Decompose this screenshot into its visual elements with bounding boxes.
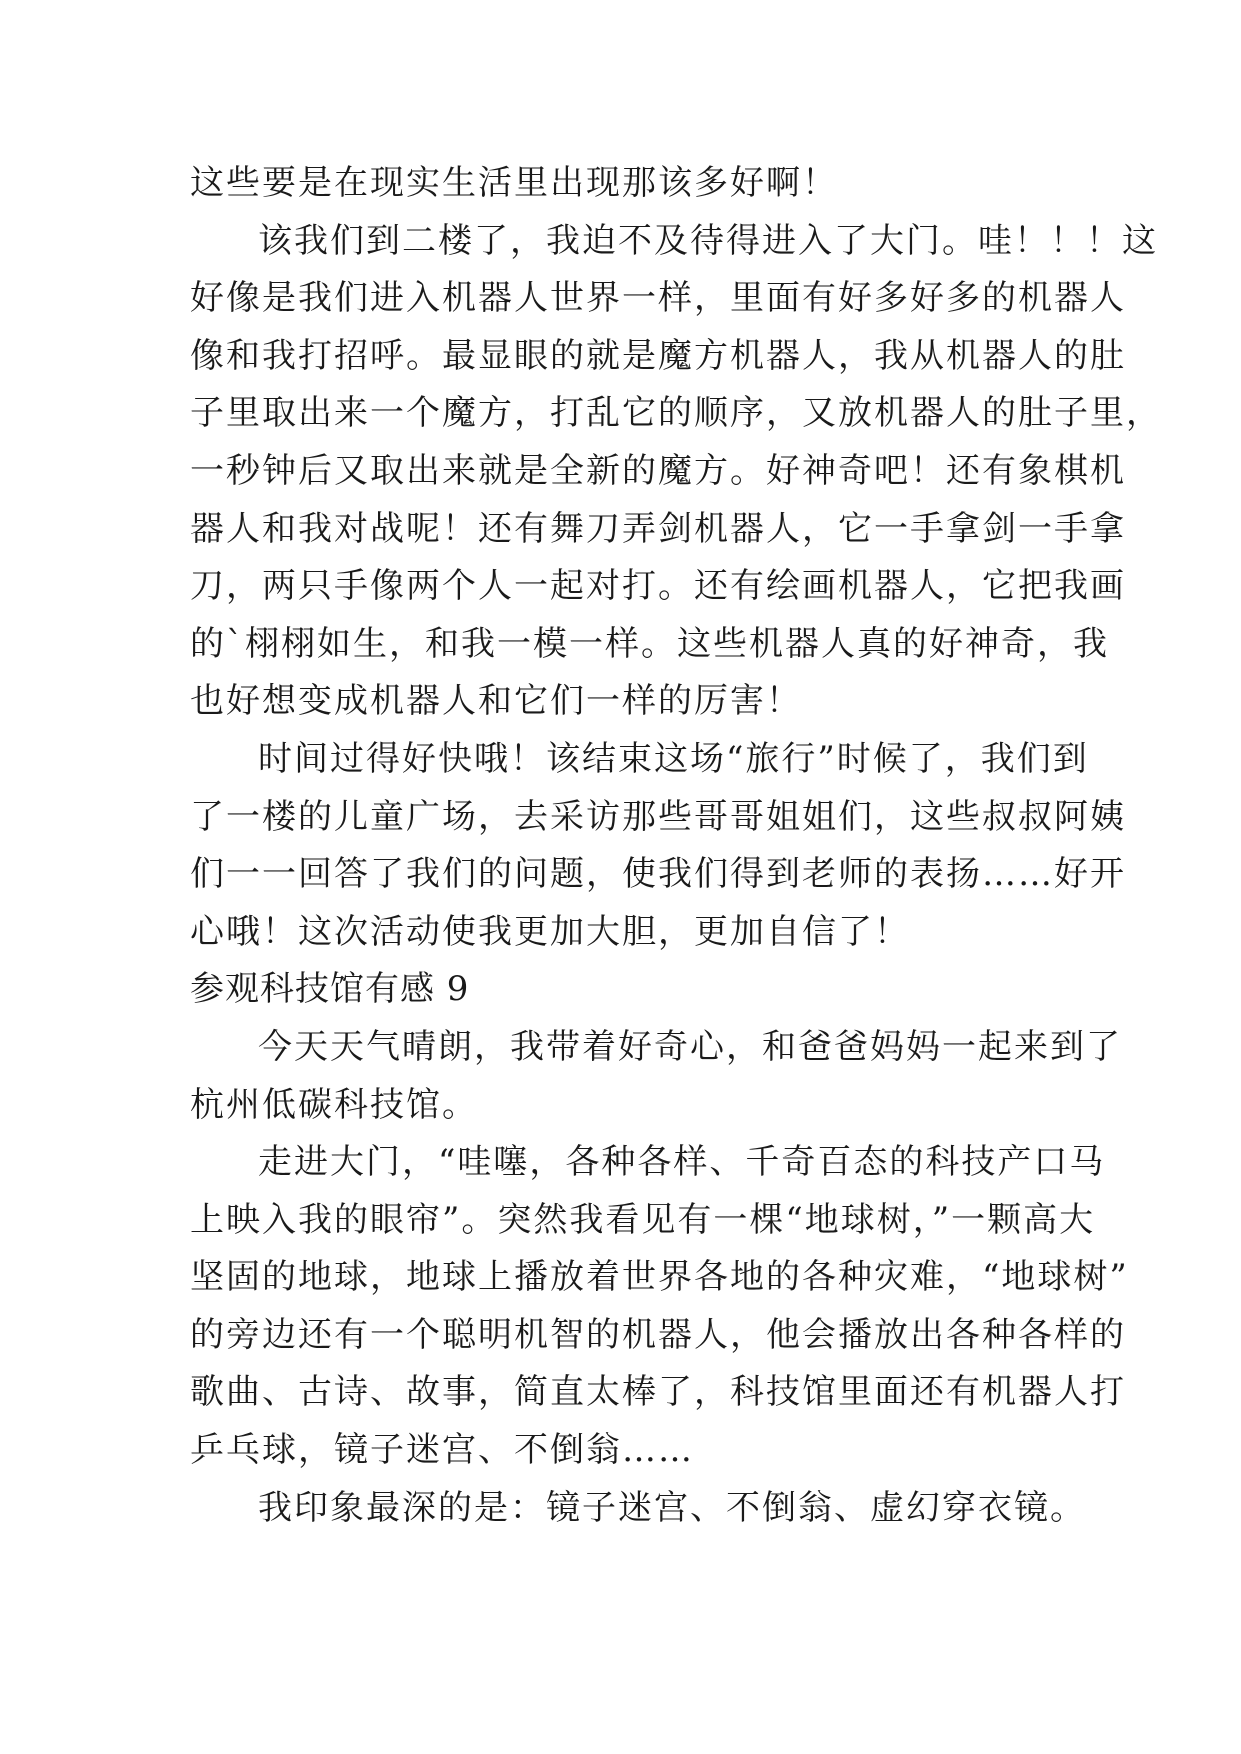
text-line: 心哦！这次活动使我更加大胆，更加自信了！ bbox=[190, 911, 910, 952]
text-line: 了一楼的儿童广场，去采访那些哥哥姐姐们，这些叔叔阿姨 bbox=[190, 796, 1126, 837]
text-line: 子里取出来一个魔方，打乱它的顺序，又放机器人的肚子里， bbox=[190, 393, 1162, 434]
paragraph-start-line: 走进大门，“哇噻，各种各样、千奇百态的科技产口马 bbox=[258, 1142, 1106, 1183]
text-line: 的`栩栩如生，和我一模一样。这些机器人真的好神奇，我 bbox=[190, 623, 1109, 664]
text-line: 像和我打招呼。最显眼的就是魔方机器人，我从机器人的肚 bbox=[190, 335, 1126, 376]
text-line: 们一一回答了我们的问题，使我们得到老师的表扬……好开 bbox=[190, 854, 1126, 895]
text-line: 一秒钟后又取出来就是全新的魔方。好神奇吧！还有象棋机 bbox=[190, 450, 1126, 491]
text-line: 也好想变成机器人和它们一样的厉害！ bbox=[190, 681, 802, 722]
text-line: 刀，两只手像两个人一起对打。还有绘画机器人，它把我画 bbox=[190, 566, 1126, 607]
text-line: 器人和我对战呢！还有舞刀弄剑机器人，它一手拿剑一手拿 bbox=[190, 508, 1126, 549]
text-line: 杭州低碳科技馆。 bbox=[190, 1084, 478, 1125]
text-line: 这些要是在现实生活里出现那该多好啊！ bbox=[190, 163, 838, 203]
text-line: 好像是我们进入机器人世界一样，里面有好多好多的机器人 bbox=[190, 278, 1126, 319]
text-line: 上映入我的眼帘”。突然我看见有一棵“地球树，”一颗高大 bbox=[190, 1199, 1096, 1240]
text-line: 坚固的地球，地球上播放着世界各地的各种灾难，“地球树” bbox=[190, 1257, 1129, 1298]
paragraph-start-line: 我印象最深的是：镜子迷宫、不倒翁、虚幻穿衣镜。 bbox=[258, 1487, 1086, 1528]
text-line: 歌曲、古诗、故事，简直太棒了，科技馆里面还有机器人打 bbox=[190, 1372, 1126, 1413]
text-line: 的旁边还有一个聪明机智的机器人，他会播放出各种各样的 bbox=[190, 1314, 1126, 1355]
text-line: 乒乓球，镜子迷宫、不倒翁…… bbox=[190, 1430, 694, 1471]
paragraph-start-line: 今天天气晴朗，我带着好奇心，和爸爸妈妈一起来到了 bbox=[258, 1026, 1122, 1067]
paragraph-start-line: 该我们到二楼了，我迫不及待得进入了大门。哇！！！这 bbox=[258, 220, 1158, 261]
paragraph-start-line: 时间过得好快哦！该结束这场“旅行”时候了，我们到 bbox=[258, 738, 1089, 779]
document-body bbox=[190, 155, 1162, 1537]
section-heading: 参观科技馆有感 9 bbox=[190, 969, 470, 1010]
